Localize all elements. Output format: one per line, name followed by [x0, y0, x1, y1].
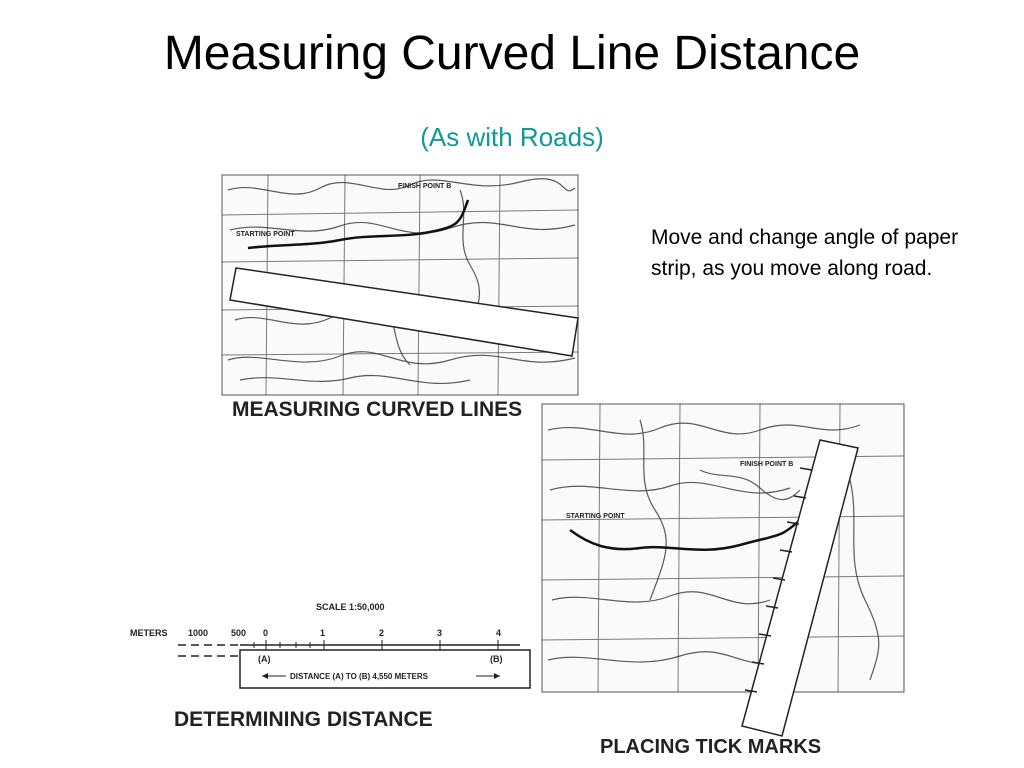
diagram-determining-distance [130, 602, 530, 688]
caption-placing-tick-marks: PLACING TICK MARKS [600, 736, 822, 758]
map2-starting-point-label: STARTING POINT [566, 513, 625, 520]
slide-subtitle: (As with Roads) [420, 122, 604, 152]
map2-finish-point-label: FINISH POINT B [740, 461, 794, 468]
tick-label-0: 0 [263, 628, 269, 638]
map-measuring-curved-lines [222, 175, 578, 395]
tick-label-1000: 1000 [188, 628, 209, 638]
slide-title: Measuring Curved Line Distance [163, 27, 861, 80]
caption-determining-distance: DETERMINING DISTANCE [174, 708, 433, 731]
scale-label: SCALE 1:50,000 [316, 602, 385, 612]
caption-measuring-curved-lines: MEASURING CURVED LINES [232, 398, 523, 421]
tick-label-2: 2 [379, 628, 385, 638]
distance-label: DISTANCE (A) TO (B) 4,550 METERS [290, 672, 428, 681]
point-b-label: (B) [490, 654, 503, 664]
point-a-label: (A) [258, 654, 271, 664]
map1-finish-point-label: FINISH POINT B [398, 183, 452, 190]
meters-label: METERS [130, 628, 168, 638]
paper-strip-scale [240, 650, 530, 688]
instruction-note: Move and change angle of paper strip, as you move along road. [651, 226, 959, 280]
map-placing-tick-marks [542, 404, 904, 736]
tick-label-500: 500 [231, 628, 247, 638]
tick-label-3: 3 [437, 628, 443, 638]
tick-label-1: 1 [320, 628, 326, 638]
tick-label-4: 4 [496, 628, 502, 638]
map1-starting-point-label: STARTING POINT [236, 231, 295, 238]
